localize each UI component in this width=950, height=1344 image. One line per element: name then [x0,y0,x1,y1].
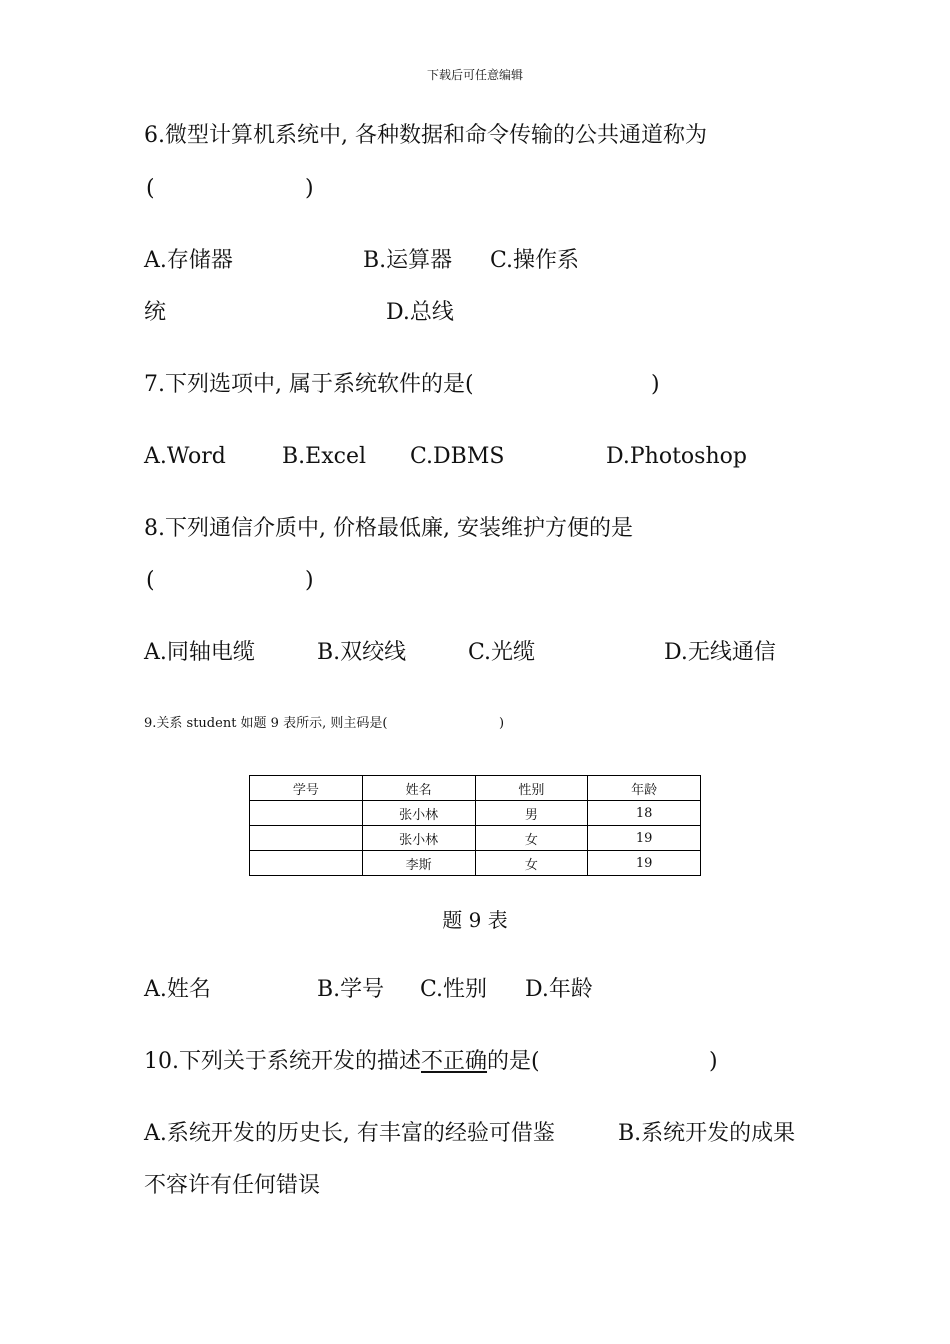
question-8-paren-close: ) [305,568,314,593]
question-10-stem [144,1047,540,1077]
question-9-paren-close: ) [499,716,505,731]
question-7-paren-close: ) [651,372,660,397]
question-9-option-c: C.性别 [420,977,488,1002]
question-7-option-b: B.Excel [282,444,367,469]
table-cell [250,826,363,851]
table-cell [250,801,363,826]
question-10-paren-close: ) [709,1049,718,1074]
student-relation-table [249,775,701,876]
table-header-cell: 年龄 [588,776,701,801]
table-header-cell: 姓名 [362,776,475,801]
table-caption: 题 9 表 [442,908,508,932]
table-cell: 19 [588,851,701,876]
page-header: 下载后可任意编辑 [426,68,523,82]
question-10-option-a: A.系统开发的历史长, 有丰富的经验可借鉴 [144,1121,555,1146]
question-7-option-a: A.Word [144,444,226,469]
question-7-option-d: D.Photoshop [606,444,747,469]
table-cell: 19 [588,826,701,851]
question-6-option-b: B.运算器 [363,248,453,273]
question-6-option-d: D.总线 [386,300,454,325]
question-10-option-b-wrap: 不容许有任何错误 [144,1173,321,1198]
question-8-option-b: B.双绞线 [317,640,407,665]
question-10-stem-start: 10.下列关于系统开发的描述 [144,1049,421,1074]
table-row [250,801,701,826]
table-cell: 女 [475,826,588,851]
question-10-stem-emphasis: 不正确 [421,1049,488,1074]
table-cell: 18 [588,801,701,826]
question-7-option-c: C.DBMS [410,444,505,469]
table-cell: 张小林 [362,826,475,851]
table-cell: 李斯 [362,851,475,876]
question-10-option-b: B.系统开发的成果 [618,1121,796,1146]
table-cell: 张小林 [362,801,475,826]
question-7-stem: 7.下列选项中, 属于系统软件的是( [144,372,474,397]
question-6-option-c: C.操作系 [490,248,580,273]
question-8-stem: 8.下列通信介质中, 价格最低廉, 安装维护方便的是 [144,516,633,541]
question-9-option-a: A.姓名 [144,977,211,1002]
table-row [250,851,701,876]
question-9-stem: 9.关系 student 如题 9 表所示, 则主码是( [144,716,388,731]
table-header-cell: 性别 [475,776,588,801]
table-header-row [250,776,701,801]
table-row [250,826,701,851]
question-6-paren-close: ) [305,176,314,201]
question-8-option-a: A.同轴电缆 [144,640,255,665]
question-8-option-c: C.光缆 [468,640,536,665]
question-9-option-d: D.年龄 [525,977,593,1002]
question-6-paren-open: ( [146,176,155,201]
question-8-paren-open: ( [146,568,155,593]
table-header-cell: 学号 [250,776,363,801]
question-6-option-a: A.存储器 [144,248,233,273]
question-6-stem: 6.微型计算机系统中, 各种数据和命令传输的公共通道称为 [144,123,707,148]
question-8-option-d: D.无线通信 [664,640,776,665]
question-6-option-c-wrap: 统 [144,300,167,325]
table-cell [250,851,363,876]
table-cell: 女 [475,851,588,876]
table-cell: 男 [475,801,588,826]
question-9-option-b: B.学号 [317,977,385,1002]
question-10-stem-end: 的是( [487,1049,540,1074]
